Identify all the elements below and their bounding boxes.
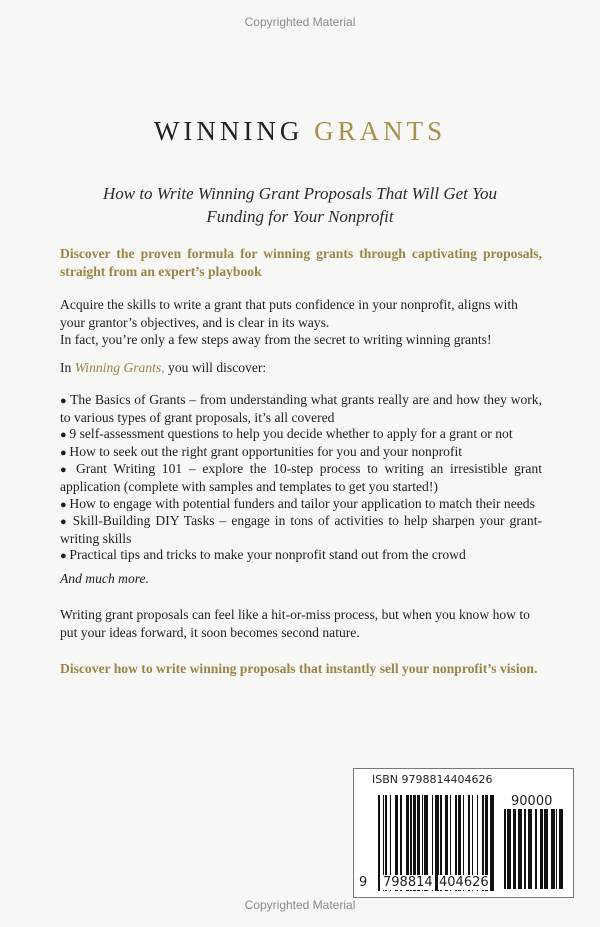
bullet-item: ● Skill-Building DIY Tasks – engage in tons of activities to help sharpen your grant-writing skills — [60, 513, 542, 547]
barcode-bar — [551, 809, 555, 889]
copyright-watermark-top: Copyrighted Material — [244, 15, 356, 29]
bullet-item: ● 9 self-assessment questions to help you decide whether to apply for a grant or not — [60, 426, 542, 444]
subtitle-line: How to Write Winning Grant Proposals That Will Get You — [102, 184, 498, 203]
isbn-barcode — [353, 768, 574, 898]
barcode-digits-right: 404626 — [439, 875, 489, 890]
paragraph-line: In fact, you’re only a few steps away from the secret to writing winning grants! — [60, 332, 492, 347]
barcode-bars-addon — [504, 809, 564, 889]
barcode-bar — [559, 809, 563, 889]
bullet-item: ● Grant Writing 101 – explore the 10-step process to writing an irresistible grant application (complete with samples and templates to get you started!) — [60, 461, 542, 495]
intro-pre: In — [60, 360, 75, 375]
barcode-digit-first: 9 — [359, 875, 368, 890]
closing-paragraph: Writing grant proposals can feel like a hit-or-miss process, but when you know how to put your ideas forward, it soon becomes second nature. — [60, 607, 530, 640]
barcode-bar — [528, 809, 532, 889]
barcode-bar — [490, 795, 494, 891]
and-much-more: And much more. — [60, 571, 149, 586]
barcode-bar — [556, 809, 557, 889]
bullet-item: ● Practical tips and tricks to make your nonprofit stand out from the crowd — [60, 547, 542, 565]
barcode-bar — [518, 809, 522, 889]
bullet-list — [60, 392, 542, 565]
barcode-bar — [544, 809, 548, 889]
barcode-bar — [507, 809, 511, 889]
barcode-bar — [378, 795, 380, 891]
paragraph-line: Acquire the skills to write a grant that puts confidence in your nonprofit, aligns with your grantor’s objectives, and is clear in its ways. — [60, 297, 518, 330]
barcode-bar — [540, 809, 543, 889]
copyright-watermark-bottom: Copyrighted Material — [244, 898, 356, 912]
discover-intro — [60, 359, 542, 377]
barcode-bar — [524, 809, 526, 889]
bullet-item: ● The Basics of Grants – from understanding what grants really are and how they work, to various types of grant proposals, it’s all covered — [60, 392, 542, 426]
lead-text: Discover the proven formula for winning grants through captivating proposals, straight from an expert’s playbook — [60, 246, 542, 279]
book-name: Winning Grants, — [74, 360, 165, 375]
subtitle-line: Funding for Your Nonprofit — [206, 207, 394, 226]
isbn-label: ISBN 9798814404626 — [372, 773, 493, 786]
intro-post: you will discover: — [164, 360, 267, 375]
bullet-item: ● How to seek out the right grant opportunities for you and your nonprofit — [60, 444, 542, 462]
barcode-bar — [535, 809, 537, 889]
barcode-bar — [504, 809, 506, 889]
intro-paragraph — [60, 296, 542, 349]
bullet-item: ● How to engage with potential funders and tailor your application to match their needs — [60, 496, 542, 514]
title-part2: GRANTS — [314, 116, 447, 146]
closing-lead: Discover how to write winning proposals that instantly sell your nonprofit’s vision. — [60, 661, 538, 676]
subtitle — [0, 182, 600, 228]
price-code: 90000 — [511, 794, 553, 809]
book-title — [0, 116, 600, 147]
barcode-digits-left: 798814 — [383, 875, 433, 890]
title-part1: WINNING — [153, 116, 304, 146]
barcode-bar — [513, 809, 516, 889]
